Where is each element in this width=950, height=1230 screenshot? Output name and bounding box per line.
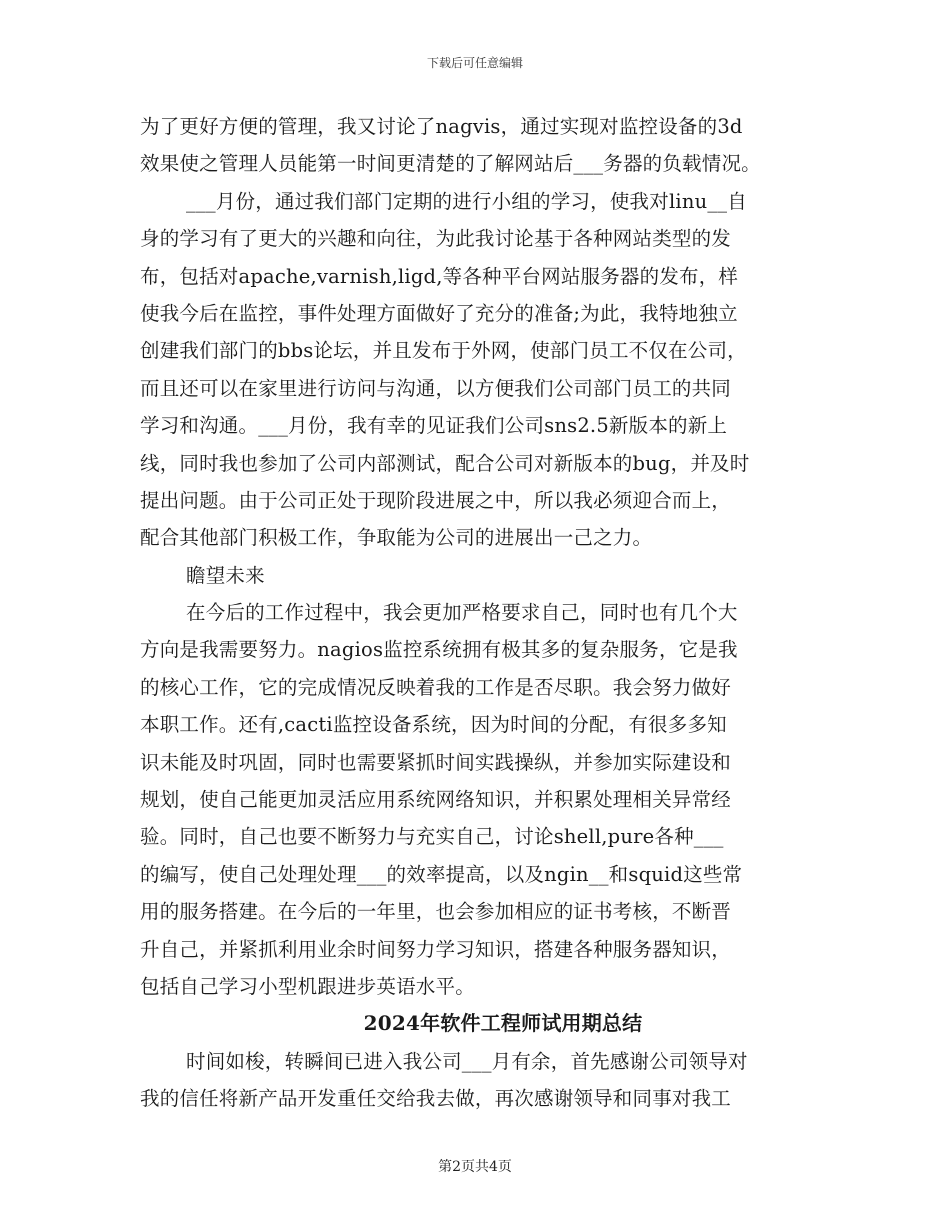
text-line: 的编写，使自己处理处理___的效率提高，以及ngin__和squid这些常	[140, 862, 743, 886]
page-number: 第2页共4页	[438, 1159, 512, 1175]
text-line: 用的服务搭建。在今后的一年里，也会参加相应的证书考核，不断晋	[140, 900, 732, 924]
text-line: 而且还可以在家里进行访问与沟通，以方便我们公司部门员工的共同	[140, 376, 732, 400]
page-header-note: 下载后可任意编辑	[426, 56, 523, 70]
text-line: 线，同时我也参加了公司内部测试，配合公司对新版本的bug，并及时	[140, 451, 750, 475]
text-line: 本职工作。还有,cacti监控设备系统，因为时间的分配，有很多多知	[140, 713, 727, 737]
text-line: 我的信任将新产品开发重任交给我去做，再次感谢领导和同事对我工	[140, 1087, 732, 1111]
text-line: ___月份，通过我们部门定期的进行小组的学习，使我对linu__自	[186, 189, 747, 213]
text-line: 学习和沟通。___月份，我有幸的见证我们公司sns2.5新版本的新上	[140, 414, 728, 438]
document-body	[140, 108, 820, 1118]
text-line: 为了更好方便的管理，我又讨论了nagvis，通过实现对监控设备的3d	[140, 115, 743, 138]
section-heading: 2024年软件工程师试用期总结	[363, 1011, 643, 1036]
text-line: 在今后的工作过程中，我会更加严格要求自己，同时也有几个大	[186, 601, 738, 625]
text-line: 身的学习有了更大的兴趣和向往，为此我讨论基于各种网站类型的发	[140, 227, 732, 251]
text-line: 包括自己学习小型机跟进步英语水平。	[140, 974, 475, 998]
text-line: 时间如梭，转瞬间已进入我公司___月有余，首先感谢公司领导对	[186, 1049, 748, 1073]
text-line: 提出问题。由于公司正处于现阶段进展之中，所以我必须迎合而上，	[140, 488, 732, 512]
text-line: 瞻望未来	[186, 563, 265, 587]
text-line: 布，包括对apache,varnish,ligd,等各种平台网站服务器的发布，样	[140, 264, 739, 288]
text-line: 使我今后在监控，事件处理方面做好了充分的准备;为此，我特地独立	[140, 301, 738, 325]
text-line: 升自己，并紧抓利用业余时间努力学习知识，搭建各种服务器知识，	[140, 937, 732, 961]
text-line: 规划，使自己能更加灵活应用系统网络知识，并积累处理相关异常经	[140, 788, 732, 812]
text-line: 配合其他部门积极工作，争取能为公司的进展出一己之力。	[140, 526, 653, 550]
text-line: 识未能及时巩固，同时也需要紧抓时间实践操纵，并参加实际建设和	[140, 750, 732, 774]
text-line: 效果使之管理人员能第一时间更清楚的了解网站后___务器的负载情况。	[140, 152, 761, 176]
text-line: 创建我们部门的bbs论坛，并且发布于外网，使部门员工不仅在公司，	[140, 339, 747, 363]
text-line: 的核心工作，它的完成情况反映着我的工作是否尽职。我会努力做好	[140, 675, 732, 699]
text-line: 方向是我需要努力。nagios监控系统拥有极其多的复杂服务，它是我	[140, 638, 738, 662]
text-line: 验。同时，自己也要不断努力与充实自己，讨论shell,pure各种___	[140, 825, 724, 849]
